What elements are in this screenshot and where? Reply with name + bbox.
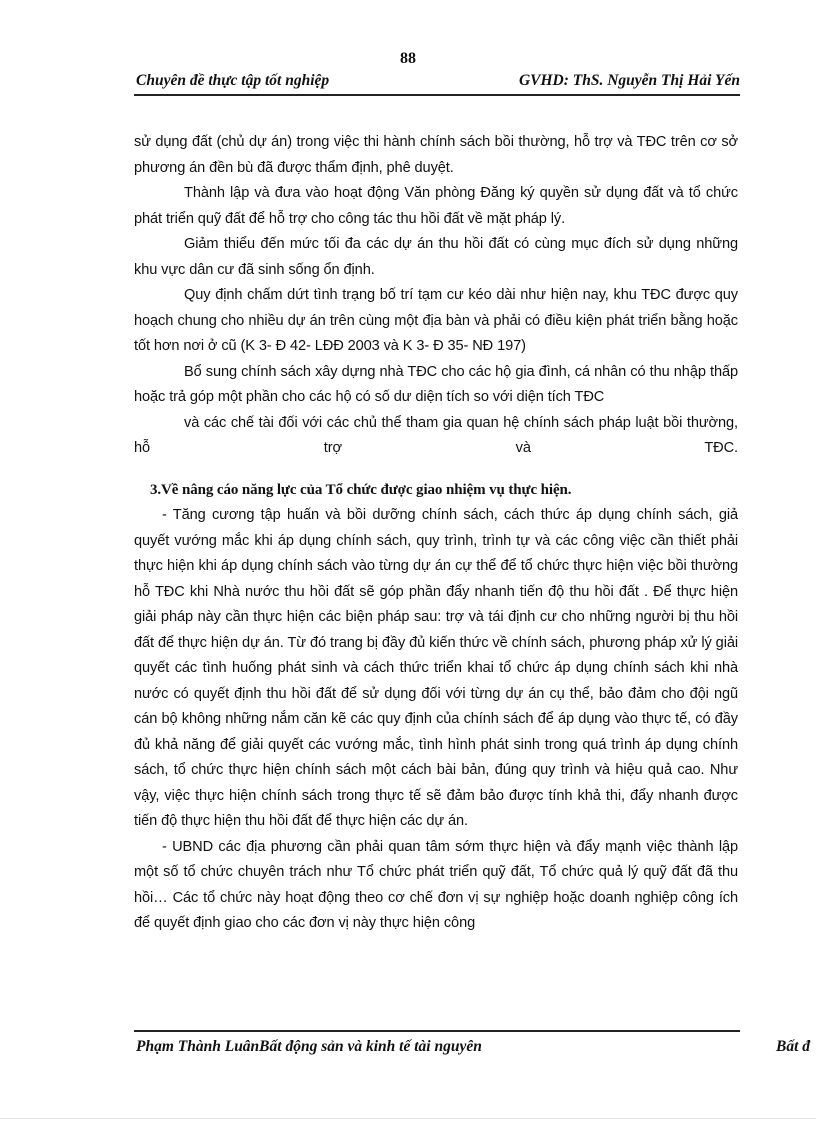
page-footer: [134, 1030, 816, 1062]
page-bottom-edge: [0, 1118, 816, 1119]
paragraph: và các chế tài đối với các chủ thể tham gia quan hệ chính sách pháp luật bồi thường, hỗ trợ và TĐC.: [134, 414, 738, 456]
footer-author: Phạm Thành LuânBất động sản và kinh tế tài nguyên: [136, 1038, 482, 1055]
paragraph: sử dụng đất (chủ dự án) trong việc thi hành chính sách bồi thường, hỗ trợ và TĐC trên cơ sở phương án đền bù đã được thẩm định, phê duyệt.: [134, 134, 738, 176]
document-body: [134, 130, 738, 937]
page-header: [134, 70, 740, 96]
header-title: Chuyên đề thực tập tốt nghiệp: [136, 72, 330, 89]
page-number: 88: [400, 50, 416, 67]
paragraph: Quy định chấm dứt tình trạng bố trí tạm cư kéo dài như hiện nay, khu TĐC được quy hoạch chung cho nhiều dự án trên cùng một địa bàn và phải có điều kiện phát triển bằng hoặc tốt hơn nơi ở cũ (K 3- Đ 42- LĐĐ 2003 và K 3- Đ 35- NĐ 197): [134, 287, 738, 354]
paragraph: Giảm thiểu đến mức tối đa các dự án thu hồi đất có cùng mục đích sử dụng những khu vực dân cư đã sinh sống ổn định.: [134, 236, 738, 278]
header-supervisor: GVHD: ThS. Nguyễn Thị Hải Yến: [518, 72, 740, 89]
paragraph: Bổ sung chính sách xây dựng nhà TĐC cho các hộ gia đình, cá nhân có thu nhập thấp hoặc trả góp một phần cho các hộ có số dư diện tích so với diện tích TĐC: [134, 363, 738, 405]
paragraph: - UBND các địa phương cần phải quan tâm sớm thực hiện và đẩy mạnh việc thành lập một số tổ chức chuyên trách như Tổ chức phát triển quỹ đất, Tổ chức quả lý quỹ đất đã thu hồi… Các tổ chức này hoạt động theo cơ chế đơn vị sự nghiệp hoặc doanh nghiệp công ích để quyết định giao cho các đơn vị này thực hiện công: [134, 838, 738, 931]
footer-line-gap: [740, 1030, 816, 1032]
section-heading: 3.Về nâng cáo năng lực của Tổ chức được giao nhiệm vụ thực hiện.: [150, 481, 572, 498]
paragraph: - Tăng cương tập huấn và bồi dưỡng chính sách, cách thức áp dụng chính sách, giả quyết vướng mắc khi áp dụng chính sách, quy trình, trình tự và các công việc cần thiết phải thực hiện khi áp dụng chính sách vào từng dự án cự thể để tổ chức thực hiện việc bồi thường hỗ TĐC khi Nhà nước thu hồi đất sẽ góp phần đẩy nhanh tiến độ thu hồi đất . Để thực hiện giải pháp này cần thực hiện các biện pháp sau: trợ và tái định cư cho những người bị thu hồi đất để thực hiện dự án. Từ đó trang bị đầy đủ kiến thức về chính sách, phương pháp xử lý giải quyết các tình huống phát sinh và cách thức triển khai tổ chức áp dụng chính sách khi nhà nước có quyết định thu hồi đất để sử dụng đối với từng dự án cụ thể, bảo đảm cho đội ngũ cán bộ không những nắm căn kẽ các quy định của chính sách để áp dụng vào thực tế, có đầy đủ khả năng để giải quyết các vướng mắc, tình hình phát sinh trong quá trình áp dụng chính sách, tổ chức thực hiện chính sách một cách bài bản, đúng quy trình và hiệu quả cao. Như vậy, việc thực hiện chính sách trong thực tế sẽ đảm bảo được tính khả thi, đẩy nhanh được tiến độ thực hiện thu hồi đất để thực hiện các dự án.: [134, 507, 738, 829]
paragraph: Thành lập và đưa vào hoạt động Văn phòng Đăng ký quyền sử dụng đất và tổ chức phát triển quỹ đất để hỗ trợ cho công tác thu hồi đất về mặt pháp lý.: [134, 185, 738, 227]
footer-cutoff-text: Bất đ: [776, 1038, 811, 1055]
